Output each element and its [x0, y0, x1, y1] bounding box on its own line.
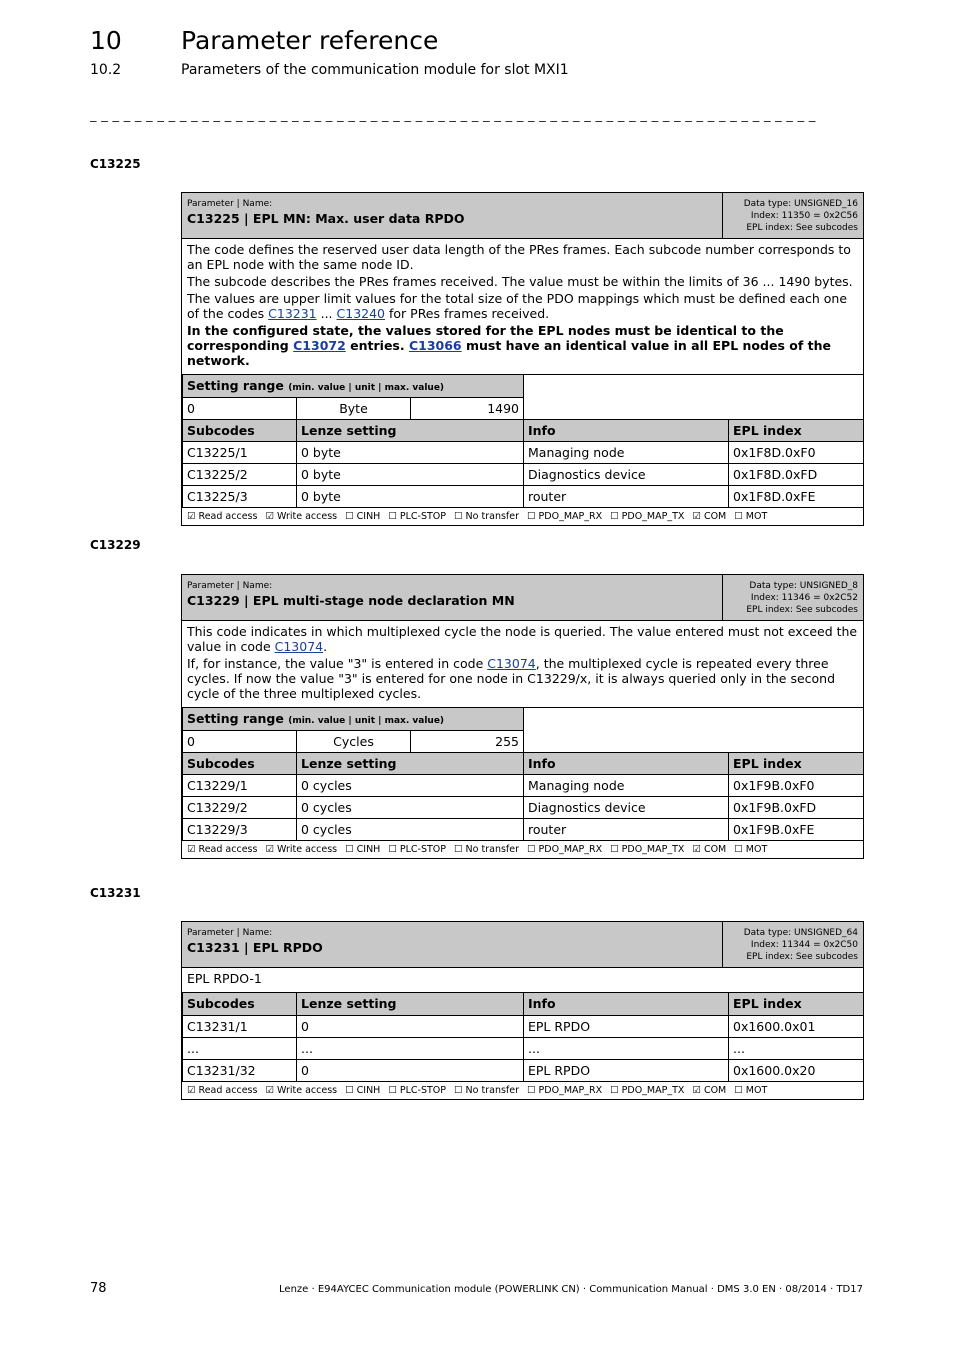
desc-para	[187, 624, 858, 654]
subcode: C13231/1	[183, 1015, 297, 1037]
flag-plc-stop: ☐ PLC-STOP	[388, 1084, 447, 1096]
setting-range-label: Setting range	[187, 378, 284, 394]
table-row	[183, 485, 864, 507]
setting-range-hint: (min. value | unit | max. value)	[288, 716, 445, 727]
table-row	[183, 774, 864, 796]
setting-table	[182, 708, 863, 841]
flag-pdo-rx: ☐ PDO_MAP_RX	[527, 843, 603, 855]
subcode-header-row	[183, 752, 864, 774]
desc-para	[187, 656, 858, 701]
min-value: 0	[183, 397, 297, 419]
param-name-label: Parameter | Name:	[187, 199, 273, 209]
lenze-setting: 0	[297, 1015, 524, 1037]
desc-text: entries.	[345, 338, 409, 353]
lenze-setting: ...	[297, 1037, 524, 1059]
flag-no-transfer: ☐ No transfer	[454, 1084, 520, 1096]
subcode-table	[182, 993, 863, 1082]
header-divider: _ _ _ _ _ _ _ _ _ _ _ _ _ _ _ _ _ _ _ _ _ _ _ _ _ _ _ _ _ _ _ _ _ _ _ _ _ _ _ _ _ _ _ _ _ _ _ _ _ _ _ _ _ _ _ _ _ _ _ _ _ _ _ _ _	[90, 108, 816, 123]
data-type: Data type: UNSIGNED_8	[749, 581, 858, 591]
info: Diagnostics device	[524, 796, 729, 818]
param-description	[182, 621, 863, 708]
table-row	[183, 796, 864, 818]
flag-write: ☑ Write access	[265, 843, 338, 855]
table-row	[183, 463, 864, 485]
min-value: 0	[183, 730, 297, 752]
col-lenze: Lenze setting	[297, 993, 524, 1015]
flag-no-transfer: ☐ No transfer	[454, 510, 520, 522]
page-number: 78	[90, 1281, 107, 1296]
flag-pdo-rx: ☐ PDO_MAP_RX	[527, 510, 603, 522]
param-index: Index: 11350 = 0x2C56	[750, 211, 858, 221]
link-c13066[interactable]: C13066	[408, 338, 462, 353]
col-epl: EPL index	[729, 993, 864, 1015]
unit: Byte	[297, 397, 411, 419]
epl-index-note: EPL index: See subcodes	[746, 605, 858, 615]
setting-range-header	[183, 708, 864, 730]
section-number: 10.2	[90, 62, 122, 78]
param-heading-c13231: C13231	[90, 886, 141, 900]
param-index: Index: 11344 = 0x2C50	[750, 940, 858, 950]
subcode: C13229/2	[183, 796, 297, 818]
info: EPL RPDO	[524, 1059, 729, 1081]
epl-index-note: EPL index: See subcodes	[746, 223, 858, 233]
lenze-setting: 0 byte	[297, 463, 524, 485]
param-name: C13231 | EPL RPDO	[187, 940, 323, 955]
param-header	[182, 193, 863, 239]
table-row	[183, 1037, 864, 1059]
section-title: Parameters of the communication module for slot MXI1	[181, 62, 569, 78]
param-table-c13225	[181, 192, 864, 526]
lenze-setting: 0 cycles	[297, 774, 524, 796]
col-epl: EPL index	[729, 752, 864, 774]
epl-index: 0x1600.0x20	[729, 1059, 864, 1081]
epl-index: 0x1F8D.0xF0	[729, 441, 864, 463]
desc-text: This code indicates in which multiplexed cycle the node is queried. The value entered must not exceed the value in code	[187, 624, 858, 654]
info: ...	[524, 1037, 729, 1059]
flag-com: ☑ COM	[692, 1084, 727, 1096]
setting-range-label: Setting range	[187, 711, 284, 727]
setting-table	[182, 375, 863, 508]
desc-text: for PRes frames received.	[385, 306, 550, 321]
table-row	[183, 1015, 864, 1037]
access-flags	[182, 1082, 863, 1099]
epl-index: 0x1F9B.0xFE	[729, 818, 864, 840]
epl-index: ...	[729, 1037, 864, 1059]
subcode: C13225/2	[183, 463, 297, 485]
col-subcodes: Subcodes	[183, 752, 297, 774]
desc-para: EPL RPDO-1	[187, 971, 262, 986]
epl-index: 0x1F8D.0xFD	[729, 463, 864, 485]
desc-text: If, for instance, the value "3" is entered in code	[187, 656, 488, 671]
lenze-setting: 0 byte	[297, 441, 524, 463]
flag-read: ☑ Read access	[187, 1084, 258, 1096]
param-name: C13225 | EPL MN: Max. user data RPDO	[187, 211, 465, 226]
section-heading	[90, 62, 569, 78]
access-flags	[182, 841, 863, 858]
setting-range-hint: (min. value | unit | max. value)	[288, 383, 445, 394]
col-info: Info	[524, 752, 729, 774]
col-epl: EPL index	[729, 419, 864, 441]
subcode-header-row	[183, 419, 864, 441]
param-meta	[722, 922, 863, 967]
subcode-header-row	[183, 993, 864, 1015]
flag-read: ☑ Read access	[187, 510, 258, 522]
param-header	[182, 575, 863, 621]
subcode: C13225/3	[183, 485, 297, 507]
flag-pdo-tx: ☐ PDO_MAP_TX	[610, 843, 685, 855]
subcode: ...	[183, 1037, 297, 1059]
info: Managing node	[524, 774, 729, 796]
flag-cinh: ☐ CINH	[345, 1084, 381, 1096]
col-lenze: Lenze setting	[297, 752, 524, 774]
table-row	[183, 441, 864, 463]
param-index: Index: 11346 = 0x2C52	[750, 593, 858, 603]
epl-index: 0x1F9B.0xF0	[729, 774, 864, 796]
info: router	[524, 818, 729, 840]
subcode: C13229/3	[183, 818, 297, 840]
flag-pdo-tx: ☐ PDO_MAP_TX	[610, 1084, 685, 1096]
lenze-setting: 0 byte	[297, 485, 524, 507]
param-heading-c13229: C13229	[90, 538, 141, 552]
epl-index: 0x1F9B.0xFD	[729, 796, 864, 818]
footer-text: Lenze · E94AYCEC Communication module (POWERLINK CN) · Communication Manual · DMS 3.0 EN · 08/2014 · TD17	[279, 1284, 863, 1295]
flag-plc-stop: ☐ PLC-STOP	[388, 843, 447, 855]
lenze-setting: 0	[297, 1059, 524, 1081]
param-name-label: Parameter | Name:	[187, 928, 273, 938]
link-c13074[interactable]: C13074	[274, 639, 324, 654]
flag-write: ☑ Write access	[265, 1084, 338, 1096]
col-subcodes: Subcodes	[183, 419, 297, 441]
subcode: C13229/1	[183, 774, 297, 796]
flag-com: ☑ COM	[692, 843, 727, 855]
flag-mot: ☐ MOT	[734, 1084, 768, 1096]
desc-para	[187, 291, 858, 321]
info: router	[524, 485, 729, 507]
unit: Cycles	[297, 730, 411, 752]
flag-cinh: ☐ CINH	[345, 510, 381, 522]
lenze-setting: 0 cycles	[297, 796, 524, 818]
info: EPL RPDO	[524, 1015, 729, 1037]
chapter-number: 10	[90, 26, 122, 55]
access-flags	[182, 508, 863, 525]
param-table-c13229	[181, 574, 864, 859]
desc-text: ...	[316, 306, 337, 321]
info: Managing node	[524, 441, 729, 463]
max-value: 1490	[411, 397, 524, 419]
param-description	[182, 968, 863, 993]
max-value: 255	[411, 730, 524, 752]
col-info: Info	[524, 419, 729, 441]
param-description	[182, 239, 863, 375]
desc-para: The subcode describes the PRes frames received. The value must be within the limits of 36 ... 1490 bytes.	[187, 274, 853, 289]
desc-para-bold	[187, 323, 858, 368]
desc-para: The code defines the reserved user data length of the PRes frames. Each subcode number corresponds to an EPL node with the same node ID.	[187, 242, 851, 272]
flag-mot: ☐ MOT	[734, 843, 768, 855]
epl-index: 0x1600.0x01	[729, 1015, 864, 1037]
param-meta	[722, 575, 863, 620]
flag-com: ☑ COM	[692, 510, 727, 522]
table-row	[183, 1059, 864, 1081]
subcode: C13231/32	[183, 1059, 297, 1081]
flag-read: ☑ Read access	[187, 843, 258, 855]
col-info: Info	[524, 993, 729, 1015]
desc-text: must have an identical value in all EPL nodes of the network.	[187, 338, 831, 368]
desc-text: .	[323, 639, 328, 654]
flag-no-transfer: ☐ No transfer	[454, 843, 520, 855]
setting-range-header	[183, 375, 864, 397]
param-meta	[722, 193, 863, 238]
lenze-setting: 0 cycles	[297, 818, 524, 840]
subcode: C13225/1	[183, 441, 297, 463]
info: Diagnostics device	[524, 463, 729, 485]
epl-index: 0x1F8D.0xFE	[729, 485, 864, 507]
flag-pdo-tx: ☐ PDO_MAP_TX	[610, 510, 685, 522]
chapter-title: Parameter reference	[181, 26, 439, 55]
param-table-c13231	[181, 921, 864, 1100]
flag-plc-stop: ☐ PLC-STOP	[388, 510, 447, 522]
link-c13072[interactable]: C13072	[293, 338, 346, 353]
data-type: Data type: UNSIGNED_64	[743, 928, 858, 938]
param-name-label: Parameter | Name:	[187, 581, 273, 591]
link-c13231[interactable]: C13231	[268, 306, 317, 321]
desc-text: The values are upper limit values for the total size of the PDO mappings which must be defined each one of the codes	[187, 291, 848, 321]
link-c13074[interactable]: C13074	[487, 656, 536, 671]
flag-cinh: ☐ CINH	[345, 843, 381, 855]
table-row	[183, 818, 864, 840]
desc-text: In the configured state, the values stored for the EPL nodes must be identical to the corresponding	[187, 323, 784, 353]
flag-pdo-rx: ☐ PDO_MAP_RX	[527, 1084, 603, 1096]
col-lenze: Lenze setting	[297, 419, 524, 441]
link-c13240[interactable]: C13240	[336, 306, 386, 321]
param-heading-c13225: C13225	[90, 157, 141, 171]
col-subcodes: Subcodes	[183, 993, 297, 1015]
desc-text: , the multiplexed cycle is repeated every three cycles. If now the value "3" is entered for one node in C13229/x, it is always queried only in the second cycle of the three multiplexed cycles.	[187, 656, 836, 701]
epl-index-note: EPL index: See subcodes	[746, 952, 858, 962]
param-header	[182, 922, 863, 968]
flag-write: ☑ Write access	[265, 510, 338, 522]
data-type: Data type: UNSIGNED_16	[743, 199, 858, 209]
param-name: C13229 | EPL multi-stage node declaration MN	[187, 593, 515, 608]
flag-mot: ☐ MOT	[734, 510, 768, 522]
